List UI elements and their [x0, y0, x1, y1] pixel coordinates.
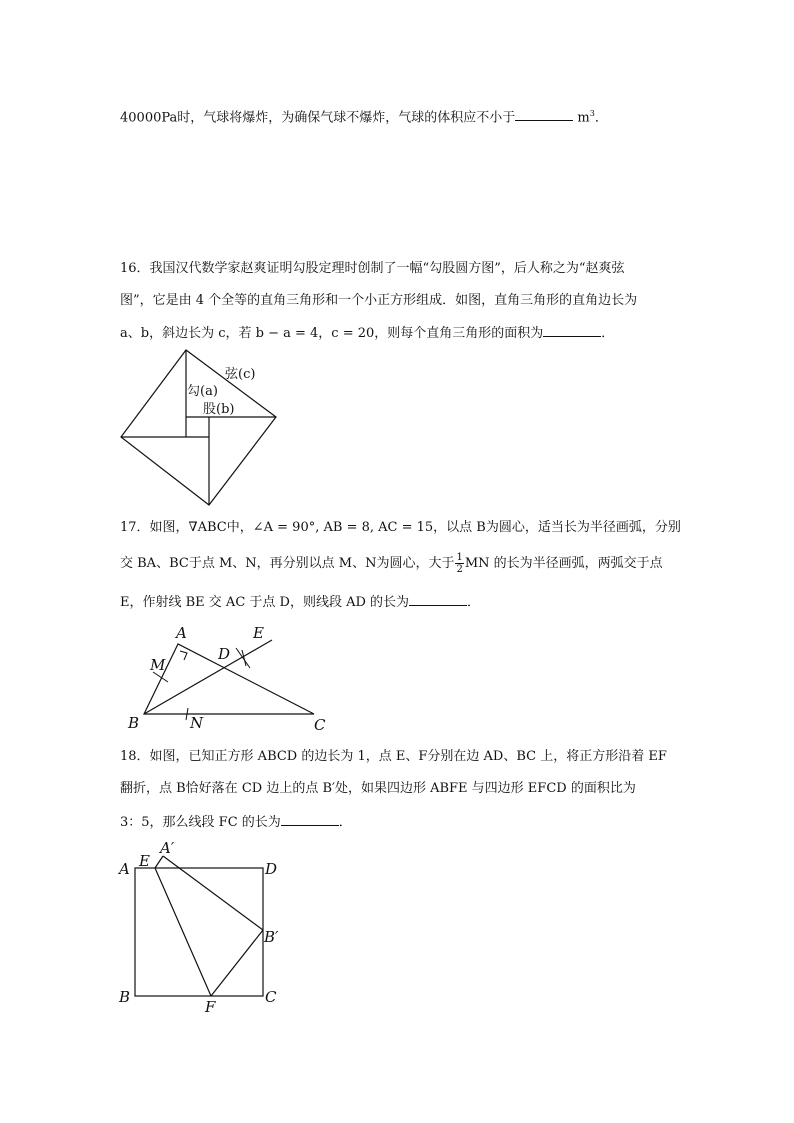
square-abcd: [135, 868, 263, 996]
label-M: M: [150, 656, 166, 674]
q16-answer-blank: [543, 323, 601, 337]
q16-line3-text: a、b，斜边长为 c，若 b − a = 4，c = 20，则每个直角三角形的面积为: [120, 326, 544, 341]
q18-line3-text: 3：5，那么线段 FC 的长为: [120, 815, 281, 830]
q17-fraction: [455, 552, 463, 575]
zhao-shuang-figure: [115, 345, 285, 510]
q15-line: [120, 104, 608, 128]
label-B: B: [128, 714, 140, 732]
label-A: A: [176, 624, 187, 642]
segment-ea-prime: [155, 856, 163, 868]
q15-unit-exp: 3: [589, 109, 595, 118]
q18-line2: 翻折，点 B恰好落在 CD 边上的点 B′处，如果四边形 ABFE 与四边形 EFCD 的面积比为: [120, 781, 636, 796]
q16-end: ．: [601, 326, 615, 341]
q15-end: ．: [594, 110, 608, 126]
q17-line2-text-a: 交 BA、BC于点 M、N，再分别以点 M、N为圆心，大于: [120, 556, 455, 571]
q17-line1: 17．如图，∇ABC中，∠A = 90°, AB = 8, AC = 15，以点 B为圆心，适当长为半径画弧，分别: [120, 520, 681, 535]
folded-square-figure: [115, 838, 290, 1018]
label-A-prime: A′: [160, 839, 175, 857]
label-C: C: [265, 988, 277, 1006]
label-gou: 勾(a): [187, 384, 218, 399]
ray-be: [144, 640, 272, 714]
segment-b-prime-f: [211, 930, 263, 996]
label-F: F: [205, 998, 216, 1016]
label-chord: 弦(c): [225, 367, 256, 382]
right-angle-mark: [180, 651, 187, 660]
triangle-abc-figure: [120, 622, 340, 734]
label-gu: 股(b): [203, 402, 235, 417]
fold-line-ef: [155, 868, 211, 996]
q17-line2-text-b: MN 的长为半径画弧，两弧交于点: [464, 556, 663, 571]
q18-line1: 18．如图，已知正方形 ABCD 的边长为 1，点 E、F分别在边 AD、BC 上，将正方形沿着 EF: [120, 749, 667, 764]
q17-line2: [120, 552, 663, 575]
segment-a-prime-b-prime: [163, 856, 263, 930]
label-E: E: [139, 852, 150, 870]
q15-unit: m: [577, 110, 590, 126]
q17-end: ．: [467, 595, 481, 610]
q17-answer-blank: [409, 592, 467, 606]
q16-line1: 16．我国汉代数学家赵爽证明勾股定理时创制了一幅“勾股圆方图”，后人称之为“赵爽弦: [120, 261, 625, 276]
q17-frac-num: 1: [456, 552, 463, 563]
label-E: E: [253, 624, 264, 642]
q17-line3: [120, 592, 480, 613]
label-D: D: [218, 645, 231, 663]
q16-line2: 图”，它是由 4 个全等的直角三角形和一个小正方形组成．如图，直角三角形的直角边长为: [120, 293, 638, 308]
q15-answer-blank: [515, 107, 573, 121]
arc-e1: [236, 648, 250, 668]
label-C: C: [314, 716, 326, 734]
label-N: N: [190, 714, 204, 732]
label-B: B: [119, 988, 131, 1006]
q15-text: 40000Pa时，气球将爆炸，为确保气球不爆炸，气球的体积应不小于: [120, 110, 516, 126]
q16-line3: [120, 323, 614, 344]
q17-line3-text: E，作射线 BE 交 AC 于点 D，则线段 AD 的长为: [120, 595, 410, 610]
q18-answer-blank: [281, 812, 339, 826]
label-A: A: [119, 860, 130, 878]
label-D: D: [265, 860, 278, 878]
label-B-prime: B′: [264, 928, 279, 946]
q17-frac-den: 2: [456, 564, 463, 575]
q18-line3: [120, 812, 352, 833]
q18-end: ．: [338, 815, 352, 830]
